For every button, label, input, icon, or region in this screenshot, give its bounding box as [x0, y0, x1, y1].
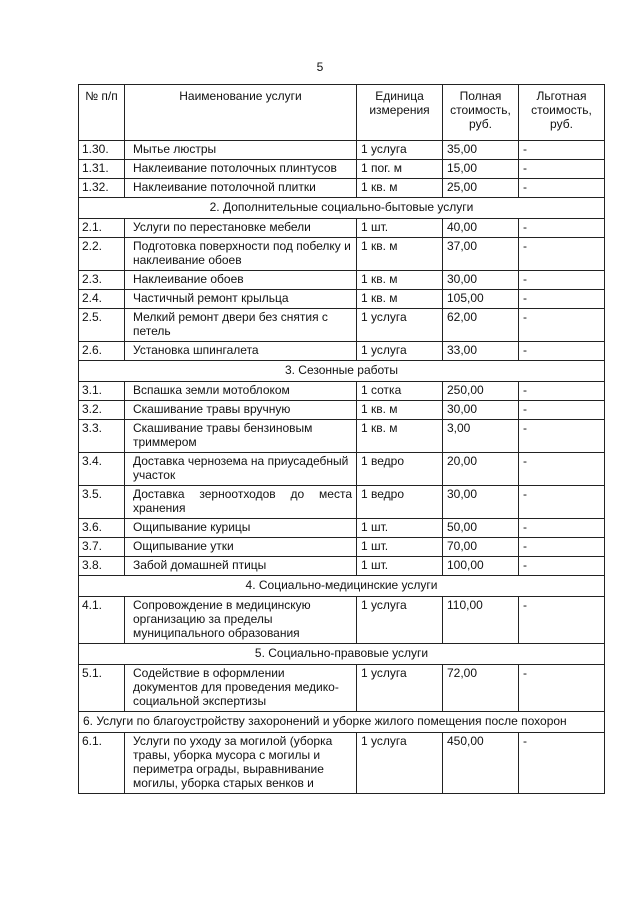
row-name: Услуги по уходу за могилой (уборка травы, уборка мусора с могилы и периметра ограды, выравнивание могилы, уборка старых венков и [125, 733, 357, 794]
row-num: 3.4. [79, 453, 125, 486]
row-price: 450,00 [443, 733, 519, 794]
row-unit: 1 услуга [357, 597, 443, 644]
table-row [79, 519, 605, 538]
row-unit: 1 кв. м [357, 420, 443, 453]
row-num: 4.1. [79, 597, 125, 644]
row-num: 1.31. [79, 160, 125, 179]
row-name: Частичный ремонт крыльца [125, 290, 357, 309]
row-num: 3.7. [79, 538, 125, 557]
row-pref: - [519, 271, 605, 290]
row-name: Наклеивание обоев [125, 271, 357, 290]
row-name: Скашивание травы бензиновым триммером [125, 420, 357, 453]
row-name: Ощипывание утки [125, 538, 357, 557]
row-price: 70,00 [443, 538, 519, 557]
row-unit: 1 ведро [357, 453, 443, 486]
header-num: № п/п [79, 85, 125, 141]
section-5-title: 5. Социально-правовые услуги [79, 644, 605, 665]
table-row [79, 382, 605, 401]
row-pref: - [519, 238, 605, 271]
row-unit: 1 ведро [357, 486, 443, 519]
row-price: 40,00 [443, 219, 519, 238]
table-row [79, 179, 605, 198]
row-name: Установка шпингалета [125, 342, 357, 361]
row-unit: 1 услуга [357, 141, 443, 160]
row-price: 25,00 [443, 179, 519, 198]
row-pref: - [519, 219, 605, 238]
table-row [79, 538, 605, 557]
table-row [79, 486, 605, 519]
row-price: 3,00 [443, 420, 519, 453]
services-price-table [78, 84, 605, 794]
row-pref: - [519, 665, 605, 712]
table-row [79, 309, 605, 342]
row-price: 250,00 [443, 382, 519, 401]
row-pref: - [519, 382, 605, 401]
table-row [79, 665, 605, 712]
table-row [79, 420, 605, 453]
row-name: Ощипывание курицы [125, 519, 357, 538]
row-pref: - [519, 597, 605, 644]
row-unit: 1 услуга [357, 342, 443, 361]
row-name: Забой домашней птицы [125, 557, 357, 576]
row-price: 20,00 [443, 453, 519, 486]
row-name: Скашивание травы вручную [125, 401, 357, 420]
row-name: Мелкий ремонт двери без снятия с петель [125, 309, 357, 342]
row-num: 3.1. [79, 382, 125, 401]
row-pref: - [519, 309, 605, 342]
row-unit: 1 сотка [357, 382, 443, 401]
table-row [79, 401, 605, 420]
row-unit: 1 шт. [357, 519, 443, 538]
row-num: 2.5. [79, 309, 125, 342]
row-name: Сопровождение в медицинскую организацию за пределы муниципального образования [125, 597, 357, 644]
row-pref: - [519, 141, 605, 160]
row-price: 110,00 [443, 597, 519, 644]
row-num: 2.1. [79, 219, 125, 238]
row-unit: 1 пог. м [357, 160, 443, 179]
row-unit: 1 кв. м [357, 271, 443, 290]
section-3-title: 3. Сезонные работы [79, 361, 605, 382]
table-row [79, 453, 605, 486]
row-num: 3.5. [79, 486, 125, 519]
table-row [79, 733, 605, 794]
row-num: 2.4. [79, 290, 125, 309]
row-name: Содействие в оформлении документов для проведения медико-социальной экспертизы [125, 665, 357, 712]
row-num: 2.3. [79, 271, 125, 290]
row-pref: - [519, 179, 605, 198]
row-price: 50,00 [443, 519, 519, 538]
row-price: 37,00 [443, 238, 519, 271]
row-unit: 1 шт. [357, 557, 443, 576]
row-num: 2.6. [79, 342, 125, 361]
table-row [79, 290, 605, 309]
row-pref: - [519, 453, 605, 486]
row-name: Подготовка поверхности под побелку и наклеивание обоев [125, 238, 357, 271]
row-unit: 1 услуга [357, 665, 443, 712]
row-name: Доставка чернозема на приусадебный участок [125, 453, 357, 486]
header-unit: Единица измерения [357, 85, 443, 141]
table-row [79, 597, 605, 644]
table-row [79, 271, 605, 290]
row-price: 33,00 [443, 342, 519, 361]
row-price: 30,00 [443, 271, 519, 290]
row-name: Наклеивание потолочных плинтусов [125, 160, 357, 179]
table-row [79, 238, 605, 271]
row-pref: - [519, 420, 605, 453]
row-name: Наклеивание потолочной плитки [125, 179, 357, 198]
row-unit: 1 кв. м [357, 238, 443, 271]
row-pref: - [519, 290, 605, 309]
row-pref: - [519, 733, 605, 794]
section-6-title: 6. Услуги по благоустройству захоронений и уборке жилого помещения после похорон [79, 712, 605, 733]
section-4-title: 4. Социально-медицинские услуги [79, 576, 605, 597]
row-pref: - [519, 401, 605, 420]
row-num: 1.30. [79, 141, 125, 160]
row-unit: 1 кв. м [357, 401, 443, 420]
row-pref: - [519, 342, 605, 361]
row-pref: - [519, 519, 605, 538]
table-row [79, 557, 605, 576]
row-name: Мытье люстры [125, 141, 357, 160]
header-name: Наименование услуги [125, 85, 357, 141]
row-price: 105,00 [443, 290, 519, 309]
row-price: 35,00 [443, 141, 519, 160]
row-price: 30,00 [443, 401, 519, 420]
page-number: 5 [316, 60, 324, 74]
row-pref: - [519, 557, 605, 576]
row-name: Доставка зерноотходов до места хранения [125, 486, 357, 519]
table-row [79, 342, 605, 361]
row-num: 5.1. [79, 665, 125, 712]
table-row [79, 141, 605, 160]
section-2-title: 2. Дополнительные социально-бытовые услуги [79, 198, 605, 219]
header-pref-price: Льготная стоимость, руб. [519, 85, 605, 141]
row-price: 30,00 [443, 486, 519, 519]
header-full-price: Полная стоимость, руб. [443, 85, 519, 141]
row-num: 3.8. [79, 557, 125, 576]
row-num: 2.2. [79, 238, 125, 271]
row-unit: 1 шт. [357, 219, 443, 238]
row-name: Вспашка земли мотоблоком [125, 382, 357, 401]
row-unit: 1 кв. м [357, 179, 443, 198]
row-pref: - [519, 538, 605, 557]
row-price: 15,00 [443, 160, 519, 179]
row-num: 1.32. [79, 179, 125, 198]
table-row [79, 219, 605, 238]
row-unit: 1 шт. [357, 538, 443, 557]
row-price: 72,00 [443, 665, 519, 712]
row-pref: - [519, 160, 605, 179]
row-price: 62,00 [443, 309, 519, 342]
row-num: 6.1. [79, 733, 125, 794]
row-price: 100,00 [443, 557, 519, 576]
row-unit: 1 услуга [357, 733, 443, 794]
row-pref: - [519, 486, 605, 519]
row-unit: 1 услуга [357, 309, 443, 342]
row-num: 3.3. [79, 420, 125, 453]
row-num: 3.6. [79, 519, 125, 538]
row-name: Услуги по перестановке мебели [125, 219, 357, 238]
row-num: 3.2. [79, 401, 125, 420]
table-row [79, 160, 605, 179]
row-unit: 1 кв. м [357, 290, 443, 309]
